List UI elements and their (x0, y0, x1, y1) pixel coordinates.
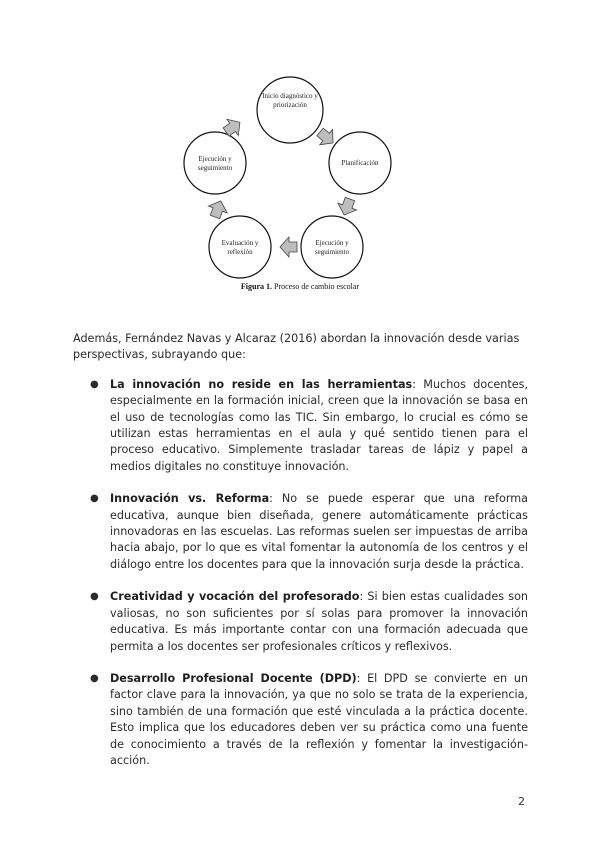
page-number: 2 (518, 795, 525, 808)
bullet-icon: ● (90, 672, 99, 684)
item-title: Desarrollo Profesional Docente (DPD) (110, 671, 357, 685)
node-label-1: Inicio diagnóstico y priorización (262, 92, 318, 109)
node-label-2: Planificación (341, 159, 379, 167)
item-title: La innovación no reside en las herramientas (110, 377, 413, 391)
arrow-4-5 (206, 198, 231, 221)
body-text (73, 331, 528, 785)
node-label-5: Ejecución y seguimiento (197, 155, 233, 172)
caption-text: Proceso de cambio escolar (272, 282, 360, 291)
list-item (73, 589, 528, 655)
arrow-3-4 (280, 237, 297, 257)
node-label-3: Ejecución y seguimiento (314, 239, 350, 256)
item-text: : Muchos docentes, especialmente en la formación inicial, creen que la innovación se basa en el uso de tecnologías como las TIC. Sin embargo, lo crucial es cómo se utilizan estas herramientas en el aula y qué sentido tienen para el proceso educativo. Simplemente trasladar tareas de lápiz y papel a medios digitales no constituye innovación. (110, 377, 529, 473)
item-text: : El DPD se convierte en un factor clave para la innovación, ya que no solo se trata de la experiencia, sino también de una formación que esté vinculada a la práctica docente. Esto implica que los educadores deben ver su práctica como una fuente de conocimiento a través de la reflexión y fomentar la investigación-acción. (110, 671, 528, 767)
item-text: : No se puede esperar que una reforma educativa, aunque bien diseñada, genere automáticamente prácticas innovadoras en las escuelas. Las reformas suelen ser impuestas de arriba hacia abajo, por lo que es vital fomentar la autonomía de los centros y el diálogo entre los docentes para que la innovación surja desde la práctica. (110, 492, 528, 571)
bullet-list (73, 377, 528, 770)
figure-caption (170, 282, 430, 291)
caption-label: Figura 1. (240, 282, 273, 291)
arrow-2-3 (335, 196, 360, 219)
bullet-icon: ● (90, 378, 99, 390)
list-item (73, 671, 528, 769)
item-title: Innovación vs. Reforma (110, 492, 270, 506)
item-text: : Si bien estas cualidades son valiosas, no son suficientes por sí solas para promover la innovación educativa. Es más importante contar con una formación adecuada que permita a los docentes ser profesionales críticos y reflexivos. (110, 590, 529, 653)
bullet-icon: ● (90, 591, 99, 603)
node-circle-1 (257, 77, 323, 143)
list-item (73, 491, 528, 573)
figure-process-diagram (170, 72, 430, 302)
list-item (73, 377, 528, 475)
bullet-icon: ● (90, 493, 99, 505)
item-title: Creatividad y vocación del profesorado (110, 590, 360, 604)
node-label-4: Evaluación y reflexión (221, 239, 259, 256)
intro-paragraph: Además, Fernández Navas y Alcaraz (2016) abordan la innovación desde varias perspectivas, subrayando que: (73, 332, 520, 362)
